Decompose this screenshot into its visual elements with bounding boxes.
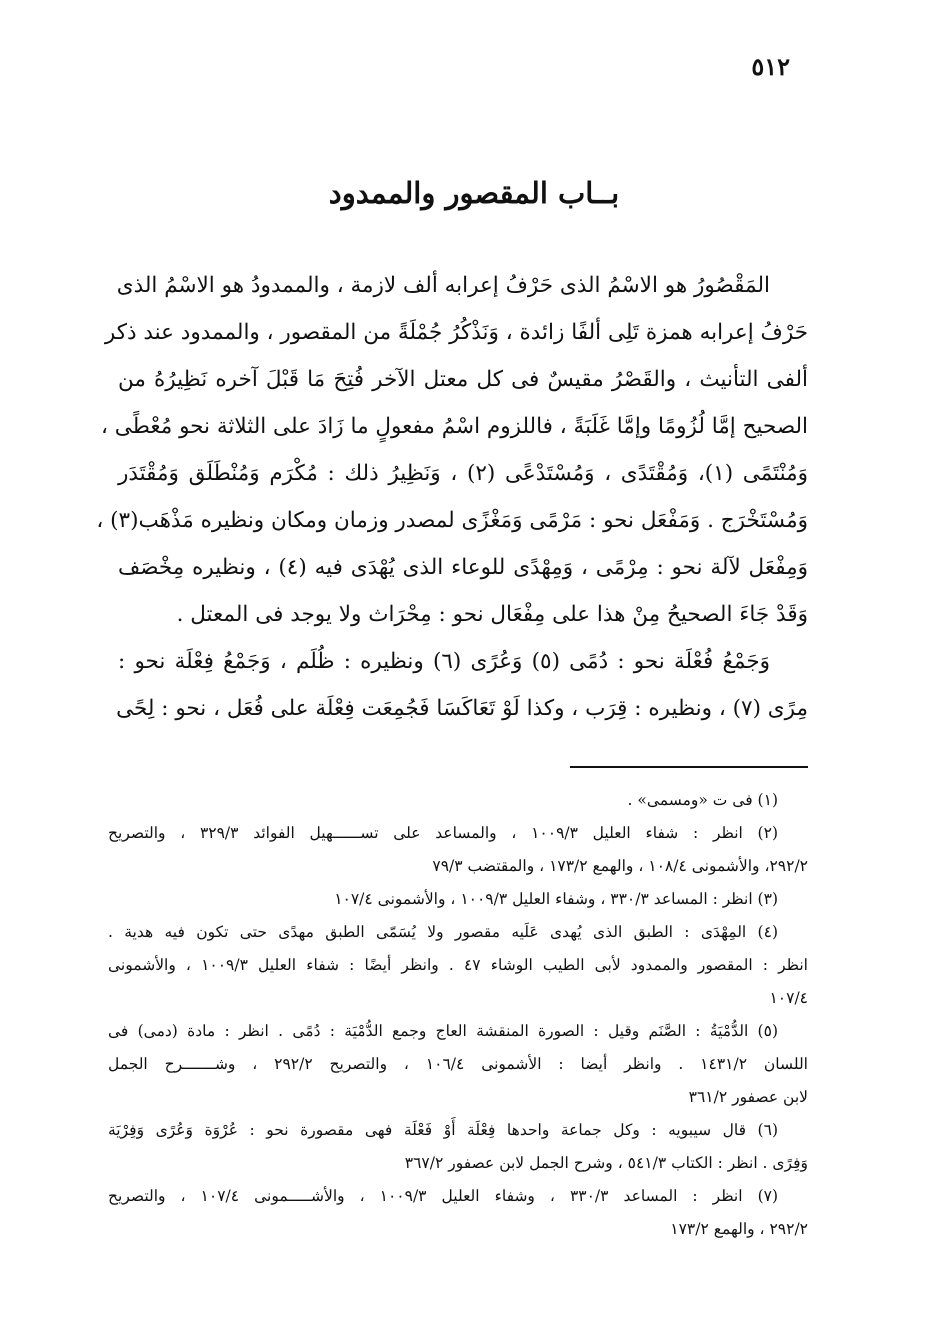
footnote-line: (٦) قال سيبويه : وكل جماعة واحدها فِعْلَة أَوْ فَعْلَة فهى مقصورة نحو : عُرْوَة وَعُرًى وَفِرْيَة bbox=[108, 1121, 778, 1139]
main-text bbox=[96, 262, 809, 732]
footnote-line: (٧) انظر : المساعد ٣٣٠/٣ ، وشفاء العليل ١٠٠٩/٣ ، والأشـــــمونى ١٠٧/٤ ، والتصريح bbox=[108, 1187, 779, 1205]
footnote-line: ٢٩٢/٢ ، والهمع ١٧٣/٢ bbox=[670, 1220, 808, 1238]
body-line: وَجَمْعُ فُعْلَة نحو : دُمًى (٥) وَعُرًى (٦) ونظيره : ظُلَم ، وَجَمْعُ فِعْلَة نحو : bbox=[118, 649, 770, 674]
footnote-line: وَفِرًى . انظر : الكتاب ٥٤١/٣ ، وشرح الجمل لابن عصفور ٣٦٧/٢ bbox=[404, 1154, 808, 1172]
body-line: المَقْصُورُ هو الاسْمُ الذى حَرْفُ إعرابه ألف لازمة ، والممدودُ هو الاسْمُ الذى bbox=[116, 273, 770, 298]
body-line: وَمُنْتَمًى (١)، وَمُقْتَدًى ، وَمُسْتَدْعًى (٢) ، وَنَظِيرُ ذلك : مُكْرَم وَمُنْطَلَق وَمُقْتَدَر bbox=[118, 461, 809, 486]
body-line: وَقَدْ جَاءَ الصحيحُ مِنْ هذا على مِفْعَال نحو : مِحْرَاث ولا يوجد فى المعتل . bbox=[176, 602, 808, 627]
footnote-line: (٣) انظر : المساعد ٣٣٠/٣ ، وشفاء العليل ١٠٠٩/٣ ، والأشمونى ١٠٧/٤ bbox=[334, 890, 778, 908]
body-line: وَمِفْعَل لآلة نحو : مِرْمًى ، وَمِهْدًى للوعاء الذى يُهْدَى فيه (٤) ، ونظيره مِخْصَف bbox=[118, 555, 808, 580]
footnote-divider bbox=[570, 766, 808, 768]
footnote-line: اللسان ١٤٣١/٢ . وانظر أيضا : الأشمونى ١٠٦/٤ ، والتصريح ٢٩٢/٢ ، وشـــــــرح الجمل bbox=[108, 1055, 808, 1073]
footnote-line: (٢) انظر : شفاء العليل ١٠٠٩/٣ ، والمساعد على تســــــهيل الفوائد ٣٢٩/٣ ، والتصريح bbox=[108, 824, 778, 842]
footnote-line: ٢٩٢/٢، والأشمونى ١٠٨/٤ ، والهمع ١٧٣/٢ ، والمقتضب ٧٩/٣ bbox=[432, 857, 808, 875]
footnote-line: لابن عصفور ٣٦١/٢ bbox=[688, 1088, 808, 1106]
footnote-line: (٥) الدُّمْيَةُ : الصَّنَم وقيل : الصورة المنقشة العاج وجمع الدُّمْيَة : دُمًى . انظر : مادة (دمى) فى bbox=[108, 1022, 778, 1040]
footnotes bbox=[108, 784, 808, 1246]
chapter-title: بــاب المقصور والممدود bbox=[328, 176, 620, 210]
body-line: الصحيح إمَّا لُزُومًا وإمَّا غَلَبَةً ، فاللزوم اسْمُ مفعولٍ ما زَادَ على الثلاثة نحو مُعْطًى ، bbox=[101, 414, 808, 439]
body-line: حَرْفُ إعرابه همزة تَلِى ألفًا زائدة ، وَنَذْكُرُ جُمْلَةً من المقصور ، والممدود عند ذكر bbox=[104, 320, 808, 345]
footnote-line: انظر : المقصور والممدود لأبى الطيب الوشاء ٤٧ . وانظر أيضًا : شفاء العليل ١٠٠٩/٣ ، والأشمونى bbox=[108, 956, 808, 974]
footnote-line: (١) فى ت «ومسمى» . bbox=[627, 791, 778, 809]
page-number: ٥١٢ bbox=[751, 52, 790, 81]
body-line: وَمُسْتَخْرَج . وَمَفْعَل نحو : مَرْمًى وَمَغْزًى لمصدر وزمان ومكان ونظيره مَذْهَب(٣) ، bbox=[96, 508, 808, 533]
footnote-line: ١٠٧/٤ bbox=[769, 989, 808, 1007]
footnote-line: (٤) المِهْدَى : الطبق الذى يُهدى عَلَيه مقصور ولا يُسَمّى الطبق مهدًى حتى تكون فيه هدية . bbox=[108, 923, 778, 941]
body-line: مِرًى (٧) ، ونظيره : قِرَب ، وكذا لَوْ تَعَاكَسَا فَجُمِعَت فِعْلَة على فُعَل ، نحو : لِحًى bbox=[116, 696, 808, 721]
body-line: ألفى التأنيث ، والقَصْرُ مقيسٌ فى كل معتل الآخر فُتِحَ مَا قَبْلَ آخره نَظِيرُهُ من bbox=[118, 367, 808, 392]
